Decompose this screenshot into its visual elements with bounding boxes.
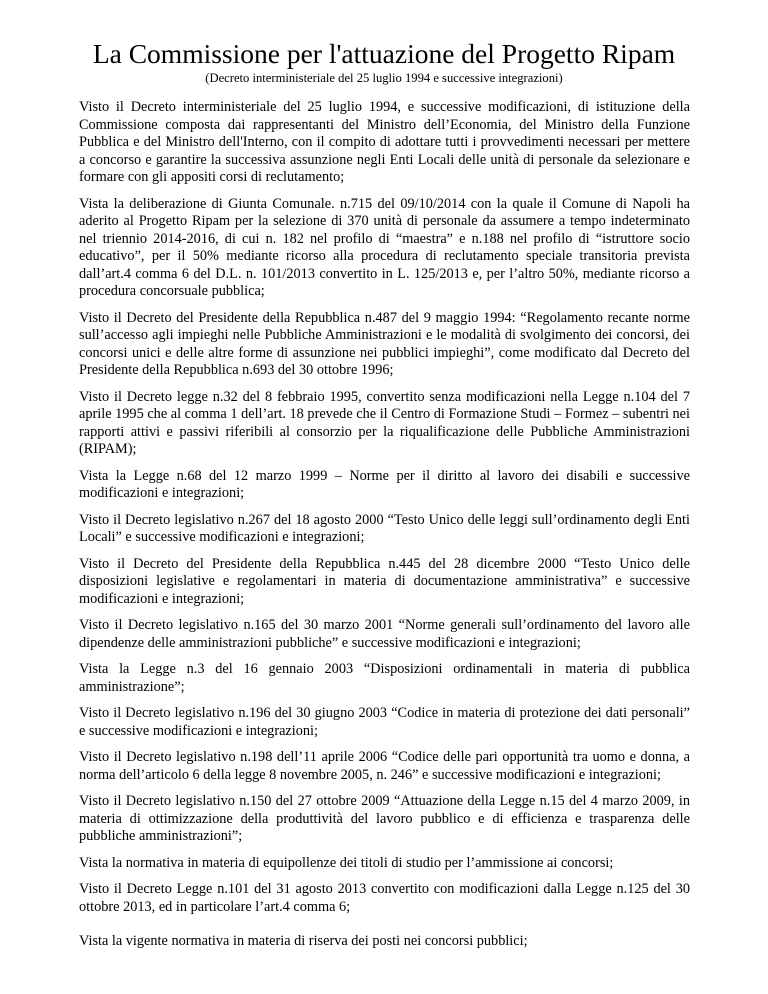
paragraph-dpr-487-1994: Visto il Decreto del Presidente della Repubblica n.487 del 9 maggio 1994: “Regolamento recante norme sull’accesso agli impieghi nelle Pubbliche Amministrazioni e le modalità di svolgimento dei concorsi, dei concorsi unici e delle altre forme di assunzione nei pubblici impieghi”, come modificato dal Decreto del Presidente della Repubblica n.693 del 30 ottobre 1996; (79, 309, 690, 378)
paragraph-dlgs-198-2006: Visto il Decreto legislativo n.198 dell’11 aprile 2006 “Codice delle pari opportunità tra uomo e donna, a norma dell’articolo 6 della legge 8 novembre 2005, n. 246” e successive modificazioni e integrazioni; (79, 749, 690, 783)
paragraph-dlgs-150-2009: Visto il Decreto legislativo n.150 del 27 ottobre 2009 “Attuazione della Legge n.15 del 4 marzo 2009, in materia di ottimizzazione della produttività del lavoro pubblico e di efficienza e trasparenza delle pubbliche amministrazioni”; (79, 793, 690, 844)
paragraph-decreto-interministeriale-1994: Visto il Decreto interministeriale del 25 luglio 1994, e successive modificazioni, di istituzione della Commissione composta dai rappresentanti del Ministro dell’Economia, del Ministro della Funzione Pubblica e del Ministro dell'Interno, con il compito di adottare tutti i provvedimenti necessari per mettere a concorso e garantire la successiva assunzione negli Enti Locali delle unità di personale da selezionare e formare con gli appositi corsi di reclutamento; (79, 99, 690, 185)
paragraph-legge-68-1999: Vista la Legge n.68 del 12 marzo 1999 – Norme per il diritto al lavoro dei disabili e successive modificazioni e integrazioni; (79, 467, 690, 501)
paragraph-dlgs-196-2003: Visto il Decreto legislativo n.196 del 30 giugno 2003 “Codice in materia di protezione dei dati personali” e successive modificazioni e integrazioni; (79, 705, 690, 739)
paragraph-decreto-legge-101-2013: Visto il Decreto Legge n.101 del 31 agosto 2013 convertito con modificazioni dalla Legge n.125 del 30 ottobre 2013, ed in particolare l’art.4 comma 6; (79, 881, 690, 915)
paragraph-dlgs-267-2000: Visto il Decreto legislativo n.267 del 18 agosto 2000 “Testo Unico delle leggi sull’ordinamento degli Enti Locali” e successive modificazioni e integrazioni; (79, 511, 690, 545)
document-subtitle: (Decreto interministeriale del 25 luglio 1994 e successive integrazioni) (205, 71, 563, 85)
paragraph-riserva-posti: Vista la vigente normativa in materia di riserva dei posti nei concorsi pubblici; (79, 933, 528, 949)
document-body (79, 99, 690, 960)
paragraph-deliberazione-giunta: Vista la deliberazione di Giunta Comunale. n.715 del 09/10/2014 con la quale il Comune di Napoli ha aderito al Progetto Ripam per la selezione di 370 unità di personale da assumere a tempo indeterminato nel triennio 2014-2016, di cui n. 182 nel profilo di “maestra” e n.188 nel profilo di “istruttore socio educativo”, per il 50% mediante ricorso alla procedura di reclutamento speciale transitoria prevista dall’art.4 comma 6 del D.L. n. 101/2013 convertito in L. 125/2013 e, per l’altro 50%, mediante ricorso a procedura concorsuale pubblica; (79, 195, 690, 299)
document-title: La Commissione per l'attuazione del Progetto Ripam (92, 38, 676, 69)
paragraph-dlgs-165-2001: Visto il Decreto legislativo n.165 del 30 marzo 2001 “Norme generali sull’ordinamento del lavoro alle dipendenze delle amministrazioni pubbliche” e successive modificazioni e integrazioni; (79, 617, 690, 651)
paragraph-legge-3-2003: Vista la Legge n.3 del 16 gennaio 2003 “Disposizioni ordinamentali in materia di pubblica amministrazione”; (79, 661, 690, 695)
paragraph-dpr-445-2000: Visto il Decreto del Presidente della Repubblica n.445 del 28 dicembre 2000 “Testo Unico delle disposizioni legislative e regolamentari in materia di documentazione amministrativa” e successive modificazioni e integrazioni; (79, 555, 690, 607)
paragraph-decreto-legge-32-1995: Visto il Decreto legge n.32 del 8 febbraio 1995, convertito senza modificazioni nella Legge n.104 del 7 aprile 1995 che al comma 1 dell’art. 18 prevede che il Centro di Formazione Studi – Formez – subentri nei rapporti attivi e passivi riferibili al consorzio per la riqualificazione delle Pubbliche Amministrazioni (RIPAM); (79, 388, 690, 457)
paragraph-equipollenze: Vista la normativa in materia di equipollenze dei titoli di studio per l’ammissione ai concorsi; (79, 854, 614, 871)
